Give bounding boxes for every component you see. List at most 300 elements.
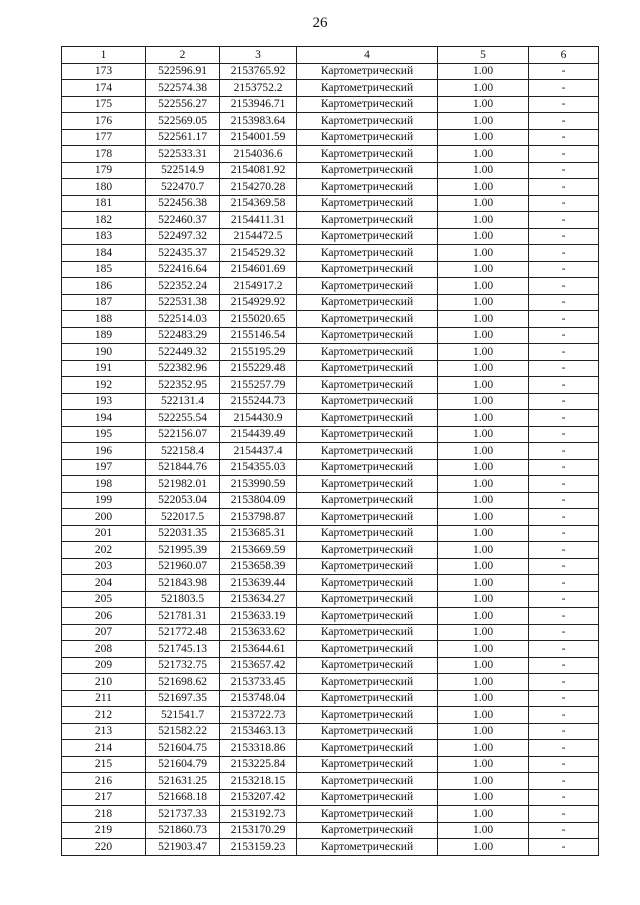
note-cell: - bbox=[529, 129, 599, 146]
point-number-cell: 194 bbox=[62, 410, 146, 427]
accuracy-cell: 1.00 bbox=[438, 789, 529, 806]
note-cell: - bbox=[529, 146, 599, 163]
y-coordinate-cell: 2155146.54 bbox=[220, 327, 297, 344]
method-cell: Картометрический bbox=[297, 723, 438, 740]
method-cell: Картометрический bbox=[297, 377, 438, 394]
point-number-cell: 213 bbox=[62, 723, 146, 740]
method-cell: Картометрический bbox=[297, 641, 438, 658]
note-cell: - bbox=[529, 723, 599, 740]
page-number: 26 bbox=[312, 15, 328, 31]
accuracy-cell: 1.00 bbox=[438, 723, 529, 740]
y-coordinate-cell: 2155020.65 bbox=[220, 311, 297, 328]
point-number-cell: 197 bbox=[62, 459, 146, 476]
y-coordinate-cell: 2154036.6 bbox=[220, 146, 297, 163]
table-row bbox=[62, 773, 599, 790]
x-coordinate-cell: 521631.25 bbox=[146, 773, 220, 790]
note-cell: - bbox=[529, 228, 599, 245]
table-row bbox=[62, 179, 599, 196]
method-cell: Картометрический bbox=[297, 839, 438, 856]
method-cell: Картометрический bbox=[297, 393, 438, 410]
note-cell: - bbox=[529, 195, 599, 212]
method-cell: Картометрический bbox=[297, 492, 438, 509]
table-row bbox=[62, 624, 599, 641]
point-number-cell: 184 bbox=[62, 245, 146, 262]
method-cell: Картометрический bbox=[297, 344, 438, 361]
note-cell: - bbox=[529, 509, 599, 526]
table-row bbox=[62, 63, 599, 80]
y-coordinate-cell: 2154355.03 bbox=[220, 459, 297, 476]
accuracy-cell: 1.00 bbox=[438, 393, 529, 410]
note-cell: - bbox=[529, 773, 599, 790]
x-coordinate-cell: 522352.24 bbox=[146, 278, 220, 295]
point-number-cell: 186 bbox=[62, 278, 146, 295]
table-row bbox=[62, 558, 599, 575]
note-cell: - bbox=[529, 740, 599, 757]
table-row bbox=[62, 294, 599, 311]
x-coordinate-cell: 522053.04 bbox=[146, 492, 220, 509]
table-row bbox=[62, 542, 599, 559]
accuracy-cell: 1.00 bbox=[438, 195, 529, 212]
accuracy-cell: 1.00 bbox=[438, 690, 529, 707]
y-coordinate-cell: 2153225.84 bbox=[220, 756, 297, 773]
accuracy-cell: 1.00 bbox=[438, 509, 529, 526]
note-cell: - bbox=[529, 822, 599, 839]
method-cell: Картометрический bbox=[297, 674, 438, 691]
point-number-cell: 176 bbox=[62, 113, 146, 130]
x-coordinate-cell: 522497.32 bbox=[146, 228, 220, 245]
point-number-cell: 205 bbox=[62, 591, 146, 608]
column-header-1: 1 bbox=[62, 47, 146, 64]
y-coordinate-cell: 2154472.5 bbox=[220, 228, 297, 245]
x-coordinate-cell: 521982.01 bbox=[146, 476, 220, 493]
accuracy-cell: 1.00 bbox=[438, 806, 529, 823]
note-cell: - bbox=[529, 278, 599, 295]
y-coordinate-cell: 2153798.87 bbox=[220, 509, 297, 526]
y-coordinate-cell: 2153207.42 bbox=[220, 789, 297, 806]
method-cell: Картометрический bbox=[297, 822, 438, 839]
note-cell: - bbox=[529, 212, 599, 229]
note-cell: - bbox=[529, 707, 599, 724]
point-number-cell: 204 bbox=[62, 575, 146, 592]
method-cell: Картометрический bbox=[297, 624, 438, 641]
y-coordinate-cell: 2153318.86 bbox=[220, 740, 297, 757]
y-coordinate-cell: 2155195.29 bbox=[220, 344, 297, 361]
x-coordinate-cell: 521960.07 bbox=[146, 558, 220, 575]
table-row bbox=[62, 393, 599, 410]
accuracy-cell: 1.00 bbox=[438, 624, 529, 641]
y-coordinate-cell: 2153946.71 bbox=[220, 96, 297, 113]
point-number-cell: 174 bbox=[62, 80, 146, 97]
y-coordinate-cell: 2153722.73 bbox=[220, 707, 297, 724]
accuracy-cell: 1.00 bbox=[438, 608, 529, 625]
x-coordinate-cell: 521995.39 bbox=[146, 542, 220, 559]
method-cell: Картометрический bbox=[297, 476, 438, 493]
x-coordinate-cell: 521697.35 bbox=[146, 690, 220, 707]
note-cell: - bbox=[529, 162, 599, 179]
accuracy-cell: 1.00 bbox=[438, 228, 529, 245]
point-number-cell: 211 bbox=[62, 690, 146, 707]
y-coordinate-cell: 2153159.23 bbox=[220, 839, 297, 856]
method-cell: Картометрический bbox=[297, 146, 438, 163]
y-coordinate-cell: 2153192.73 bbox=[220, 806, 297, 823]
note-cell: - bbox=[529, 674, 599, 691]
coordinates-table bbox=[61, 46, 599, 856]
note-cell: - bbox=[529, 261, 599, 278]
x-coordinate-cell: 522156.07 bbox=[146, 426, 220, 443]
x-coordinate-cell: 521803.5 bbox=[146, 591, 220, 608]
point-number-cell: 190 bbox=[62, 344, 146, 361]
x-coordinate-cell: 521732.75 bbox=[146, 657, 220, 674]
x-coordinate-cell: 522470.7 bbox=[146, 179, 220, 196]
point-number-cell: 179 bbox=[62, 162, 146, 179]
point-number-cell: 217 bbox=[62, 789, 146, 806]
method-cell: Картометрический bbox=[297, 63, 438, 80]
x-coordinate-cell: 522131.4 bbox=[146, 393, 220, 410]
table-row bbox=[62, 146, 599, 163]
accuracy-cell: 1.00 bbox=[438, 476, 529, 493]
accuracy-cell: 1.00 bbox=[438, 756, 529, 773]
y-coordinate-cell: 2154001.59 bbox=[220, 129, 297, 146]
method-cell: Картометрический bbox=[297, 773, 438, 790]
table-row bbox=[62, 278, 599, 295]
note-cell: - bbox=[529, 591, 599, 608]
accuracy-cell: 1.00 bbox=[438, 591, 529, 608]
note-cell: - bbox=[529, 575, 599, 592]
table-row bbox=[62, 377, 599, 394]
accuracy-cell: 1.00 bbox=[438, 113, 529, 130]
note-cell: - bbox=[529, 344, 599, 361]
note-cell: - bbox=[529, 558, 599, 575]
note-cell: - bbox=[529, 360, 599, 377]
y-coordinate-cell: 2155229.48 bbox=[220, 360, 297, 377]
point-number-cell: 200 bbox=[62, 509, 146, 526]
method-cell: Картометрический bbox=[297, 707, 438, 724]
method-cell: Картометрический bbox=[297, 459, 438, 476]
method-cell: Картометрический bbox=[297, 608, 438, 625]
accuracy-cell: 1.00 bbox=[438, 558, 529, 575]
point-number-cell: 209 bbox=[62, 657, 146, 674]
x-coordinate-cell: 521860.73 bbox=[146, 822, 220, 839]
method-cell: Картометрический bbox=[297, 806, 438, 823]
note-cell: - bbox=[529, 476, 599, 493]
y-coordinate-cell: 2154430.9 bbox=[220, 410, 297, 427]
method-cell: Картометрический bbox=[297, 591, 438, 608]
point-number-cell: 195 bbox=[62, 426, 146, 443]
x-coordinate-cell: 522255.54 bbox=[146, 410, 220, 427]
accuracy-cell: 1.00 bbox=[438, 575, 529, 592]
table-row bbox=[62, 360, 599, 377]
point-number-cell: 189 bbox=[62, 327, 146, 344]
y-coordinate-cell: 2154369.58 bbox=[220, 195, 297, 212]
table-row bbox=[62, 228, 599, 245]
column-header-5: 5 bbox=[438, 47, 529, 64]
x-coordinate-cell: 522416.64 bbox=[146, 261, 220, 278]
accuracy-cell: 1.00 bbox=[438, 96, 529, 113]
point-number-cell: 187 bbox=[62, 294, 146, 311]
x-coordinate-cell: 521903.47 bbox=[146, 839, 220, 856]
note-cell: - bbox=[529, 806, 599, 823]
note-cell: - bbox=[529, 839, 599, 856]
table-row bbox=[62, 591, 599, 608]
point-number-cell: 182 bbox=[62, 212, 146, 229]
point-number-cell: 178 bbox=[62, 146, 146, 163]
point-number-cell: 203 bbox=[62, 558, 146, 575]
note-cell: - bbox=[529, 179, 599, 196]
y-coordinate-cell: 2153463.13 bbox=[220, 723, 297, 740]
accuracy-cell: 1.00 bbox=[438, 707, 529, 724]
method-cell: Картометрический bbox=[297, 129, 438, 146]
note-cell: - bbox=[529, 96, 599, 113]
accuracy-cell: 1.00 bbox=[438, 822, 529, 839]
accuracy-cell: 1.00 bbox=[438, 344, 529, 361]
table-row bbox=[62, 344, 599, 361]
x-coordinate-cell: 522514.03 bbox=[146, 311, 220, 328]
y-coordinate-cell: 2153804.09 bbox=[220, 492, 297, 509]
note-cell: - bbox=[529, 690, 599, 707]
accuracy-cell: 1.00 bbox=[438, 773, 529, 790]
column-header-4: 4 bbox=[297, 47, 438, 64]
method-cell: Картометрический bbox=[297, 542, 438, 559]
note-cell: - bbox=[529, 80, 599, 97]
y-coordinate-cell: 2153218.15 bbox=[220, 773, 297, 790]
y-coordinate-cell: 2153644.61 bbox=[220, 641, 297, 658]
table-row bbox=[62, 476, 599, 493]
point-number-cell: 185 bbox=[62, 261, 146, 278]
note-cell: - bbox=[529, 624, 599, 641]
table-row bbox=[62, 789, 599, 806]
method-cell: Картометрический bbox=[297, 327, 438, 344]
accuracy-cell: 1.00 bbox=[438, 443, 529, 460]
accuracy-cell: 1.00 bbox=[438, 63, 529, 80]
table-row bbox=[62, 509, 599, 526]
point-number-cell: 207 bbox=[62, 624, 146, 641]
y-coordinate-cell: 2153733.45 bbox=[220, 674, 297, 691]
x-coordinate-cell: 522569.05 bbox=[146, 113, 220, 130]
accuracy-cell: 1.00 bbox=[438, 261, 529, 278]
accuracy-cell: 1.00 bbox=[438, 674, 529, 691]
y-coordinate-cell: 2155257.79 bbox=[220, 377, 297, 394]
y-coordinate-cell: 2154929.92 bbox=[220, 294, 297, 311]
table-row bbox=[62, 740, 599, 757]
y-coordinate-cell: 2153657.42 bbox=[220, 657, 297, 674]
method-cell: Картометрический bbox=[297, 410, 438, 427]
y-coordinate-cell: 2153658.39 bbox=[220, 558, 297, 575]
point-number-cell: 212 bbox=[62, 707, 146, 724]
note-cell: - bbox=[529, 63, 599, 80]
method-cell: Картометрический bbox=[297, 443, 438, 460]
accuracy-cell: 1.00 bbox=[438, 162, 529, 179]
table-row bbox=[62, 80, 599, 97]
accuracy-cell: 1.00 bbox=[438, 80, 529, 97]
x-coordinate-cell: 522514.9 bbox=[146, 162, 220, 179]
accuracy-cell: 1.00 bbox=[438, 641, 529, 658]
y-coordinate-cell: 2153765.92 bbox=[220, 63, 297, 80]
accuracy-cell: 1.00 bbox=[438, 146, 529, 163]
x-coordinate-cell: 521745.13 bbox=[146, 641, 220, 658]
table-row bbox=[62, 459, 599, 476]
method-cell: Картометрический bbox=[297, 162, 438, 179]
x-coordinate-cell: 521772.48 bbox=[146, 624, 220, 641]
x-coordinate-cell: 521781.31 bbox=[146, 608, 220, 625]
y-coordinate-cell: 2153983.64 bbox=[220, 113, 297, 130]
accuracy-cell: 1.00 bbox=[438, 459, 529, 476]
table-row bbox=[62, 657, 599, 674]
table-row bbox=[62, 641, 599, 658]
x-coordinate-cell: 522031.35 bbox=[146, 525, 220, 542]
table-row bbox=[62, 96, 599, 113]
accuracy-cell: 1.00 bbox=[438, 740, 529, 757]
point-number-cell: 220 bbox=[62, 839, 146, 856]
point-number-cell: 188 bbox=[62, 311, 146, 328]
table-row bbox=[62, 261, 599, 278]
method-cell: Картометрический bbox=[297, 740, 438, 757]
table-row bbox=[62, 426, 599, 443]
y-coordinate-cell: 2153633.19 bbox=[220, 608, 297, 625]
x-coordinate-cell: 522574.38 bbox=[146, 80, 220, 97]
y-coordinate-cell: 2153752.2 bbox=[220, 80, 297, 97]
method-cell: Картометрический bbox=[297, 195, 438, 212]
note-cell: - bbox=[529, 113, 599, 130]
method-cell: Картометрический bbox=[297, 113, 438, 130]
accuracy-cell: 1.00 bbox=[438, 360, 529, 377]
y-coordinate-cell: 2153634.27 bbox=[220, 591, 297, 608]
method-cell: Картометрический bbox=[297, 261, 438, 278]
table-row bbox=[62, 129, 599, 146]
note-cell: - bbox=[529, 525, 599, 542]
method-cell: Картометрический bbox=[297, 575, 438, 592]
point-number-cell: 191 bbox=[62, 360, 146, 377]
table-row bbox=[62, 195, 599, 212]
point-number-cell: 198 bbox=[62, 476, 146, 493]
table-row bbox=[62, 245, 599, 262]
table-row bbox=[62, 410, 599, 427]
table-row bbox=[62, 707, 599, 724]
note-cell: - bbox=[529, 756, 599, 773]
table-row bbox=[62, 674, 599, 691]
y-coordinate-cell: 2154411.31 bbox=[220, 212, 297, 229]
accuracy-cell: 1.00 bbox=[438, 542, 529, 559]
point-number-cell: 193 bbox=[62, 393, 146, 410]
x-coordinate-cell: 522382.96 bbox=[146, 360, 220, 377]
accuracy-cell: 1.00 bbox=[438, 294, 529, 311]
table-row bbox=[62, 525, 599, 542]
note-cell: - bbox=[529, 789, 599, 806]
accuracy-cell: 1.00 bbox=[438, 278, 529, 295]
x-coordinate-cell: 522456.38 bbox=[146, 195, 220, 212]
note-cell: - bbox=[529, 641, 599, 658]
point-number-cell: 175 bbox=[62, 96, 146, 113]
x-coordinate-cell: 521604.75 bbox=[146, 740, 220, 757]
note-cell: - bbox=[529, 327, 599, 344]
y-coordinate-cell: 2154917.2 bbox=[220, 278, 297, 295]
table-row bbox=[62, 327, 599, 344]
y-coordinate-cell: 2154270.28 bbox=[220, 179, 297, 196]
x-coordinate-cell: 522460.37 bbox=[146, 212, 220, 229]
x-coordinate-cell: 521843.98 bbox=[146, 575, 220, 592]
point-number-cell: 219 bbox=[62, 822, 146, 839]
table-row bbox=[62, 723, 599, 740]
method-cell: Картометрический bbox=[297, 278, 438, 295]
method-cell: Картометрический bbox=[297, 789, 438, 806]
point-number-cell: 177 bbox=[62, 129, 146, 146]
table-body bbox=[62, 63, 599, 855]
x-coordinate-cell: 521698.62 bbox=[146, 674, 220, 691]
column-header-2: 2 bbox=[146, 47, 220, 64]
table-row bbox=[62, 608, 599, 625]
point-number-cell: 192 bbox=[62, 377, 146, 394]
point-number-cell: 214 bbox=[62, 740, 146, 757]
accuracy-cell: 1.00 bbox=[438, 410, 529, 427]
accuracy-cell: 1.00 bbox=[438, 311, 529, 328]
note-cell: - bbox=[529, 294, 599, 311]
method-cell: Картометрический bbox=[297, 360, 438, 377]
table-row bbox=[62, 212, 599, 229]
point-number-cell: 218 bbox=[62, 806, 146, 823]
method-cell: Картометрический bbox=[297, 690, 438, 707]
method-cell: Картометрический bbox=[297, 96, 438, 113]
x-coordinate-cell: 521604.79 bbox=[146, 756, 220, 773]
x-coordinate-cell: 521541.7 bbox=[146, 707, 220, 724]
accuracy-cell: 1.00 bbox=[438, 839, 529, 856]
x-coordinate-cell: 521737.33 bbox=[146, 806, 220, 823]
y-coordinate-cell: 2153685.31 bbox=[220, 525, 297, 542]
method-cell: Картометрический bbox=[297, 179, 438, 196]
accuracy-cell: 1.00 bbox=[438, 179, 529, 196]
x-coordinate-cell: 522449.32 bbox=[146, 344, 220, 361]
note-cell: - bbox=[529, 459, 599, 476]
y-coordinate-cell: 2154437.4 bbox=[220, 443, 297, 460]
point-number-cell: 201 bbox=[62, 525, 146, 542]
method-cell: Картометрический bbox=[297, 294, 438, 311]
table-row bbox=[62, 822, 599, 839]
point-number-cell: 196 bbox=[62, 443, 146, 460]
table-row bbox=[62, 839, 599, 856]
accuracy-cell: 1.00 bbox=[438, 212, 529, 229]
x-coordinate-cell: 522561.17 bbox=[146, 129, 220, 146]
y-coordinate-cell: 2153633.62 bbox=[220, 624, 297, 641]
table-row bbox=[62, 113, 599, 130]
accuracy-cell: 1.00 bbox=[438, 327, 529, 344]
x-coordinate-cell: 522531.38 bbox=[146, 294, 220, 311]
y-coordinate-cell: 2153669.59 bbox=[220, 542, 297, 559]
note-cell: - bbox=[529, 542, 599, 559]
x-coordinate-cell: 522017.5 bbox=[146, 509, 220, 526]
note-cell: - bbox=[529, 443, 599, 460]
note-cell: - bbox=[529, 492, 599, 509]
table-row bbox=[62, 575, 599, 592]
table-row bbox=[62, 162, 599, 179]
method-cell: Картометрический bbox=[297, 212, 438, 229]
y-coordinate-cell: 2155244.73 bbox=[220, 393, 297, 410]
accuracy-cell: 1.00 bbox=[438, 377, 529, 394]
x-coordinate-cell: 521668.18 bbox=[146, 789, 220, 806]
x-coordinate-cell: 522556.27 bbox=[146, 96, 220, 113]
note-cell: - bbox=[529, 426, 599, 443]
point-number-cell: 199 bbox=[62, 492, 146, 509]
method-cell: Картометрический bbox=[297, 80, 438, 97]
accuracy-cell: 1.00 bbox=[438, 525, 529, 542]
note-cell: - bbox=[529, 245, 599, 262]
y-coordinate-cell: 2153639.44 bbox=[220, 575, 297, 592]
x-coordinate-cell: 522435.37 bbox=[146, 245, 220, 262]
method-cell: Картометрический bbox=[297, 311, 438, 328]
point-number-cell: 208 bbox=[62, 641, 146, 658]
note-cell: - bbox=[529, 657, 599, 674]
note-cell: - bbox=[529, 410, 599, 427]
note-cell: - bbox=[529, 393, 599, 410]
point-number-cell: 181 bbox=[62, 195, 146, 212]
table-row bbox=[62, 311, 599, 328]
